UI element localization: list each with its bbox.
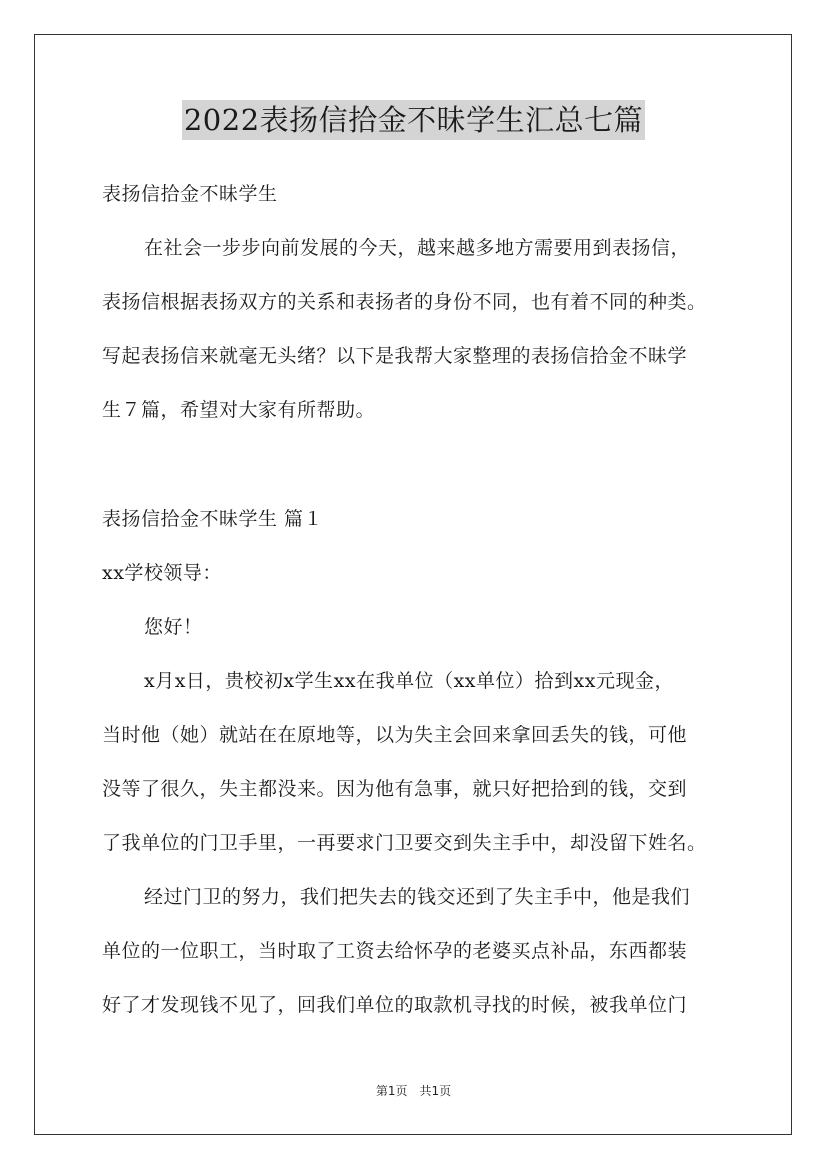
body-line-2: 当时他（她）就站在在原地等，以为失主会回来拿回丢失的钱，可他 xyxy=(102,724,688,746)
document-title: 2022表扬信拾金不昧学生汇总七篇 xyxy=(182,100,645,140)
intro-line-1: 在社会一步步向前发展的今天，越来越多地方需要用到表扬信， xyxy=(144,237,691,259)
section-heading: 表扬信拾金不昧学生 篇１ xyxy=(102,508,324,530)
title-wrapper xyxy=(0,100,827,140)
intro-line-3: 写起表扬信来就毫无头绪？以下是我帮大家整理的表扬信拾金不昧学 xyxy=(102,345,688,367)
body-line-1: x月x日，贵校初x学生xx在我单位（xx单位）拾到xx元现金， xyxy=(144,670,674,692)
greeting: 您好！ xyxy=(144,616,203,638)
page-number-footer: 第1页 共1页 xyxy=(375,1084,452,1098)
body-line-6: 单位的一位职工，当时取了工资去给怀孕的老婆买点补品，东西都装 xyxy=(102,940,688,962)
intro-line-2: 表扬信根据表扬双方的关系和表扬者的身份不同，也有着不同的种类。 xyxy=(102,291,707,313)
body-line-3: 没等了很久，失主都没来。因为他有急事，就只好把拾到的钱，交到 xyxy=(102,778,688,800)
intro-line-4: 生７篇，希望对大家有所帮助。 xyxy=(102,399,376,421)
body-line-7: 好了才发现钱不见了，回我们单位的取款机寻找的时候，被我单位门 xyxy=(102,994,688,1016)
body-line-4: 了我单位的门卫手里，一再要求门卫要交到失主手中，却没留下姓名。 xyxy=(102,832,707,854)
body-line-5: 经过门卫的努力，我们把失去的钱交还到了失主手中，他是我们 xyxy=(144,886,691,908)
document-subtitle: 表扬信拾金不昧学生 xyxy=(102,183,278,205)
salutation: xx学校领导： xyxy=(102,562,222,584)
